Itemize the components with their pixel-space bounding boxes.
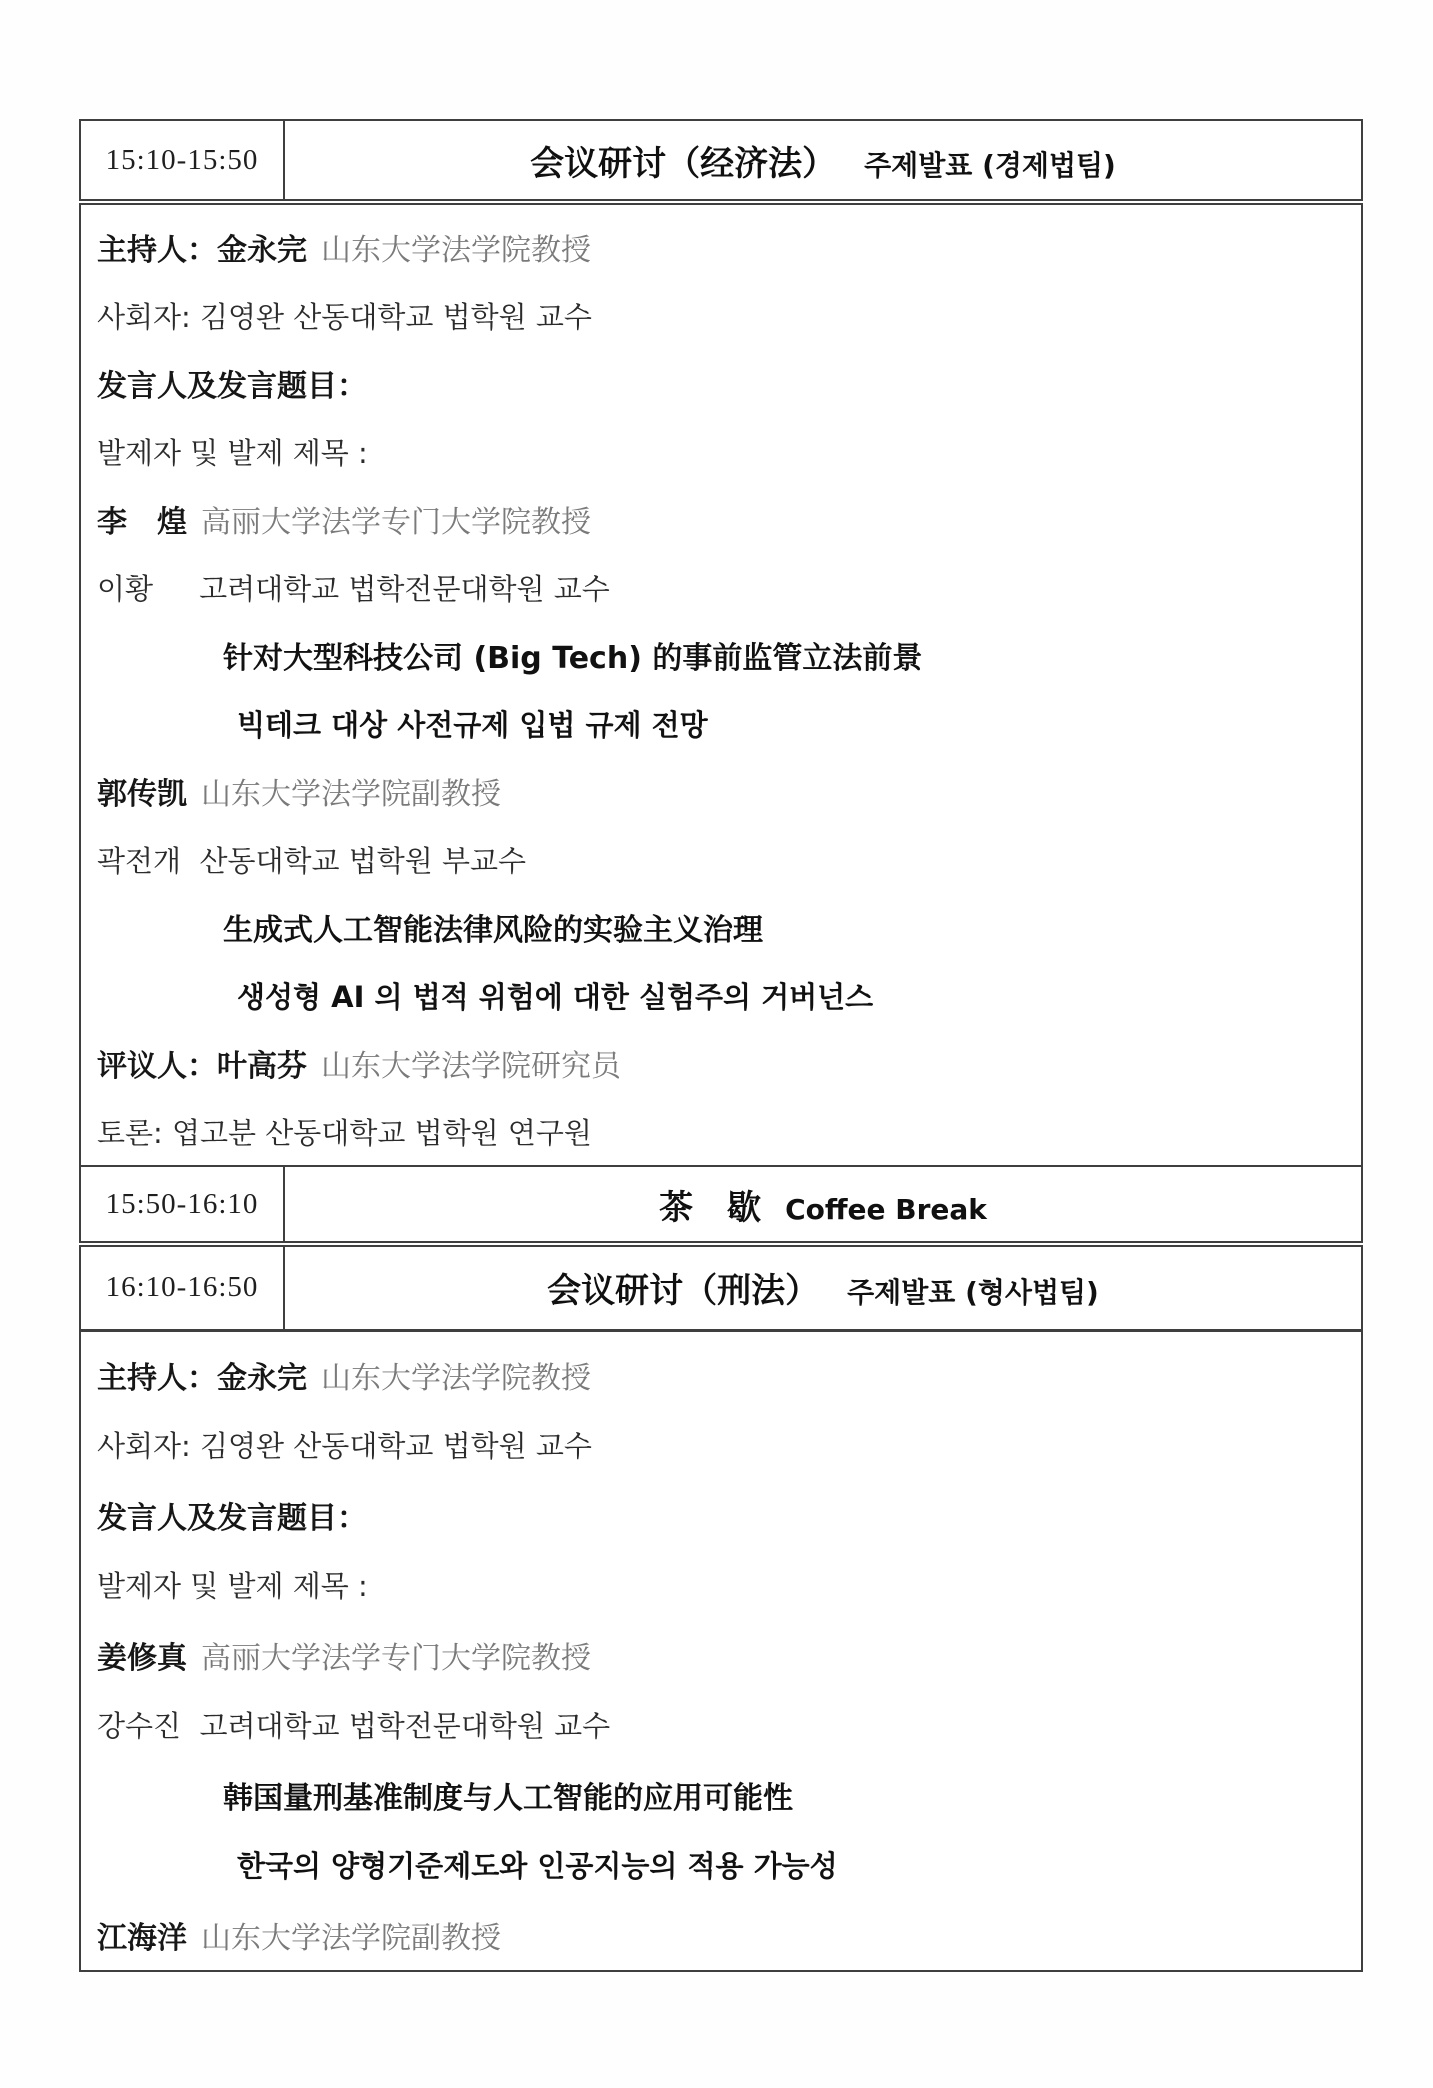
discussant-name-zh: 评议人：叶高芬	[97, 1049, 307, 1084]
speaker1-affiliation-zh: 高丽大学法学专门大学院教授	[201, 1640, 591, 1676]
time-cell-criminal-law: 16:10-16:50	[80, 1244, 284, 1330]
moderator-kr: 사회자: 김영완 산동대학교 법학원 교수	[97, 1429, 592, 1463]
speaker1-affiliation-zh: 高丽大学法学专门大学院教授	[201, 505, 591, 540]
speaker1-kr: 이황 고려대학교 법학전문대학원 교수	[97, 571, 610, 606]
discussant-line-zh	[97, 1029, 1361, 1097]
speaker2-kr: 곽전개 산동대학교 법학원 부교수	[97, 843, 527, 878]
moderator-line-zh	[97, 213, 1361, 281]
content-row-economic-law	[80, 202, 1362, 1166]
session-title-zh: 会议研讨（经济法）	[530, 143, 837, 184]
speaker2-line-zh	[97, 1900, 1361, 1970]
moderator-kr: 사회자: 김영완 산동대학교 법학원 교수	[97, 299, 592, 334]
moderator-name-zh: 主持人：金永完	[97, 233, 307, 268]
agenda-table	[79, 119, 1363, 1972]
speakers-heading-kr	[97, 417, 1361, 485]
speakers-heading-zh-text: 发言人及发言题目：	[97, 369, 367, 404]
speakers-heading-kr-text: 발제자 및 발제 제목 :	[97, 1569, 368, 1603]
time-cell-economic-law: 15:10-15:50	[80, 120, 284, 202]
speaker1-line-zh	[97, 1620, 1361, 1690]
time-cell-coffee-break: 15:50-16:10	[80, 1166, 284, 1244]
speaker2-affiliation-zh: 山东大学法学院副教授	[201, 777, 501, 812]
speaker2-name-zh: 江海洋	[97, 1920, 187, 1956]
speaker1-line-kr	[97, 1690, 1361, 1760]
speakers-heading-kr-text: 발제자 및 발제 제목 :	[97, 435, 368, 470]
session-title-criminal-law	[284, 1244, 1362, 1330]
coffee-break-zh: 茶 歇	[659, 1187, 762, 1228]
session-title-zh: 会议研讨（刑法）	[547, 1271, 820, 1312]
content-cell-economic-law	[80, 202, 1362, 1166]
moderator-line-zh	[97, 1340, 1361, 1410]
moderator-line-kr	[97, 1410, 1361, 1480]
discussant-affiliation-zh: 山东大学法学院研究员	[321, 1049, 621, 1084]
coffee-break-en: Coffee Break	[785, 1192, 987, 1226]
moderator-affiliation-zh: 山东大学法学院教授	[321, 233, 591, 268]
speaker2-affiliation-zh: 山东大学法学院副教授	[201, 1920, 501, 1956]
speakers-heading-zh	[97, 349, 1361, 417]
talk1-title-zh	[97, 621, 1361, 689]
speakers-heading-zh-text: 发言人及发言题目：	[97, 1500, 367, 1536]
session-title-kr: 주제발표 (경제법팀)	[864, 148, 1116, 182]
session-title-kr: 주제발표 (형사법팀)	[847, 1276, 1099, 1310]
session-row-criminal-law	[80, 1244, 1362, 1330]
moderator-affiliation-zh: 山东大学法学院教授	[321, 1360, 591, 1396]
speaker2-name-zh: 郭传凯	[97, 777, 187, 812]
coffee-break-title	[284, 1166, 1362, 1244]
content-cell-criminal-law	[80, 1330, 1362, 1971]
speakers-heading-kr	[97, 1550, 1361, 1620]
session-title-economic-law	[284, 120, 1362, 202]
talk1-title-zh-text: 针对大型科技公司 (Big Tech) 的事前监管立法前景	[223, 641, 923, 676]
talk1-title-kr-text: 빅테크 대상 사전규제 입법 규제 전망	[237, 707, 708, 742]
session-row-economic-law	[80, 120, 1362, 202]
speaker1-line-kr	[97, 553, 1361, 621]
talk1-title-kr-text: 한국의 양형기준제도와 인공지능의 적용 가능성	[237, 1849, 838, 1883]
talk1-title-kr	[97, 689, 1361, 757]
coffee-break-row	[80, 1166, 1362, 1244]
talk1-title-zh	[97, 1760, 1361, 1830]
speaker2-line-kr	[97, 825, 1361, 893]
talk2-title-zh	[97, 893, 1361, 961]
moderator-line-kr	[97, 281, 1361, 349]
talk2-title-kr	[97, 961, 1361, 1029]
discussant-line-kr	[97, 1097, 1361, 1165]
speaker1-kr: 강수진 고려대학교 법학전문대학원 교수	[97, 1709, 611, 1743]
talk2-title-zh-text: 生成式人工智能法律风险的实验主义治理	[223, 913, 763, 948]
speakers-heading-zh	[97, 1480, 1361, 1550]
talk1-title-kr	[97, 1830, 1361, 1900]
speaker1-name-zh: 姜修真	[97, 1640, 187, 1676]
talk1-title-zh-text: 韩国量刑基准制度与人工智能的应用可能性	[223, 1780, 793, 1816]
content-row-criminal-law	[80, 1330, 1362, 1971]
speaker2-line-zh	[97, 757, 1361, 825]
speaker1-name-zh: 李 煌	[97, 505, 187, 540]
moderator-name-zh: 主持人：金永完	[97, 1360, 307, 1396]
speaker1-line-zh	[97, 485, 1361, 553]
talk2-title-kr-text: 생성형 AI 의 법적 위험에 대한 실험주의 거버넌스	[237, 979, 874, 1014]
discussant-kr: 토론: 엽고분 산동대학교 법학원 연구원	[97, 1115, 592, 1150]
